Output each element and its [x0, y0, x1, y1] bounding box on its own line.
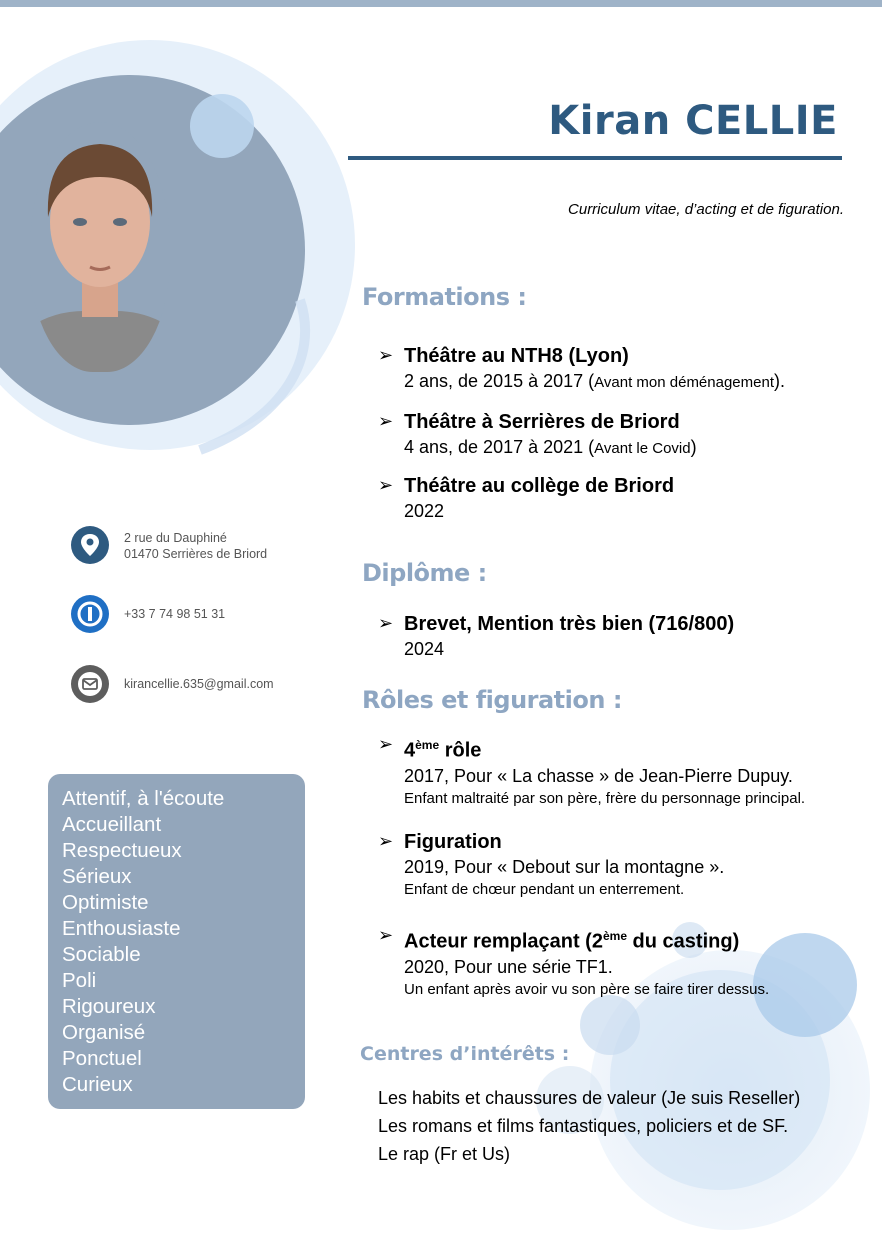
- quality-item: Rigoureux: [62, 995, 156, 1018]
- phone-icon: [70, 594, 110, 634]
- title-superscript: ème: [415, 738, 440, 752]
- interet-item: Le rap (Fr et Us): [378, 1144, 511, 1164]
- entry-note: Enfant maltraité par son père, frère du personnage principal.: [404, 789, 806, 807]
- entry-detail: 2024: [404, 639, 445, 659]
- entry-detail-main: 2 ans, de 2015 à 2017 (: [404, 371, 595, 391]
- entry-title: Brevet, Mention très bien (716/800): [404, 613, 735, 635]
- entry-detail: [404, 368, 868, 396]
- quality-item: Attentif, à l'écoute: [62, 787, 225, 810]
- document-subtitle: Curriculum vitae, d’acting et de figuration.: [568, 201, 844, 218]
- quality-item: Ponctuel: [62, 1047, 142, 1070]
- candidate-name: Kiran CELLIE: [548, 98, 838, 144]
- profile-photo: [30, 122, 170, 372]
- entry-title: [404, 924, 868, 954]
- entry-note: Un enfant après avoir vu son père se faire tirer dessus.: [404, 980, 770, 998]
- interets-list: [378, 1084, 800, 1168]
- formation-entry: [378, 344, 868, 396]
- arrow-bullet-icon: ➢: [378, 345, 394, 366]
- diplome-heading: Diplôme :: [362, 559, 487, 587]
- formation-entry: [378, 474, 868, 524]
- role-entry: [378, 830, 868, 900]
- arrow-bullet-icon: ➢: [378, 925, 394, 946]
- address-line-1: 2 rue du Dauphiné: [124, 531, 227, 545]
- envelope-icon: [70, 664, 110, 704]
- quality-item: Enthousiaste: [62, 917, 181, 940]
- phone-number[interactable]: +33 7 74 98 51 31: [124, 607, 226, 621]
- role-entry: [378, 924, 868, 1000]
- formation-entry: [378, 410, 868, 462]
- entry-detail-end: ): [690, 437, 697, 457]
- quality-item: Respectueux: [62, 839, 182, 862]
- arrow-bullet-icon: ➢: [378, 411, 394, 432]
- interets-heading: Centres d’intérêts :: [360, 1043, 570, 1065]
- entry-detail: 2020, Pour une série TF1.: [404, 956, 613, 977]
- entry-title: Figuration: [404, 831, 502, 853]
- entry-detail-end: ).: [774, 371, 785, 391]
- entry-detail: 2022: [404, 501, 445, 521]
- quality-item: Curieux: [62, 1073, 133, 1096]
- title-text: du casting): [627, 930, 740, 953]
- interet-item: Les romans et films fantastiques, policiers et de SF.: [378, 1116, 789, 1136]
- entry-title: Théâtre à Serrières de Briord: [404, 411, 680, 433]
- quality-item: Sociable: [62, 943, 141, 966]
- entry-detail: 2017, Pour « La chasse » de Jean-Pierre Dupuy.: [404, 765, 793, 786]
- arrow-bullet-icon: ➢: [378, 613, 394, 634]
- entry-note: Enfant de chœur pendant un enterrement.: [404, 881, 685, 898]
- location-pin-icon: [70, 525, 110, 565]
- address-line-2: 01470 Serrières de Briord: [124, 547, 268, 561]
- roles-heading: Rôles et figuration :: [362, 686, 622, 714]
- title-text: rôle: [439, 739, 482, 762]
- interet-item: Les habits et chaussures de valeur (Je suis Reseller): [378, 1088, 801, 1108]
- title-text: Acteur remplaçant (2: [404, 930, 603, 953]
- entry-detail: [404, 434, 868, 462]
- qualities-list: [62, 786, 224, 1098]
- name-underline: [348, 156, 842, 160]
- quality-item: Optimiste: [62, 891, 149, 914]
- quality-item: Accueillant: [62, 813, 162, 836]
- entry-detail-small: Avant mon déménagement: [594, 374, 774, 391]
- title-superscript: ème: [602, 929, 627, 943]
- address: [124, 530, 267, 562]
- arrow-bullet-icon: ➢: [378, 831, 394, 852]
- quality-item: Organisé: [62, 1021, 146, 1044]
- formations-heading: Formations :: [362, 283, 527, 311]
- entry-detail: 2019, Pour « Debout sur la montagne ».: [404, 857, 725, 877]
- entry-title: Théâtre au NTH8 (Lyon): [404, 345, 629, 367]
- diplome-entry: [378, 612, 868, 662]
- email-address[interactable]: kirancellie.635@gmail.com: [124, 677, 274, 691]
- entry-detail-main: 4 ans, de 2017 à 2021 (: [404, 437, 595, 457]
- entry-title: Théâtre au collège de Briord: [404, 475, 675, 497]
- quality-item: Poli: [62, 969, 97, 992]
- entry-title: [404, 733, 868, 763]
- quality-item: Sérieux: [62, 865, 132, 888]
- arrow-bullet-icon: ➢: [378, 734, 394, 755]
- arrow-bullet-icon: ➢: [378, 475, 394, 496]
- role-entry: [378, 733, 868, 809]
- title-text: 4: [404, 739, 416, 762]
- entry-detail-small: Avant le Covid: [594, 440, 691, 457]
